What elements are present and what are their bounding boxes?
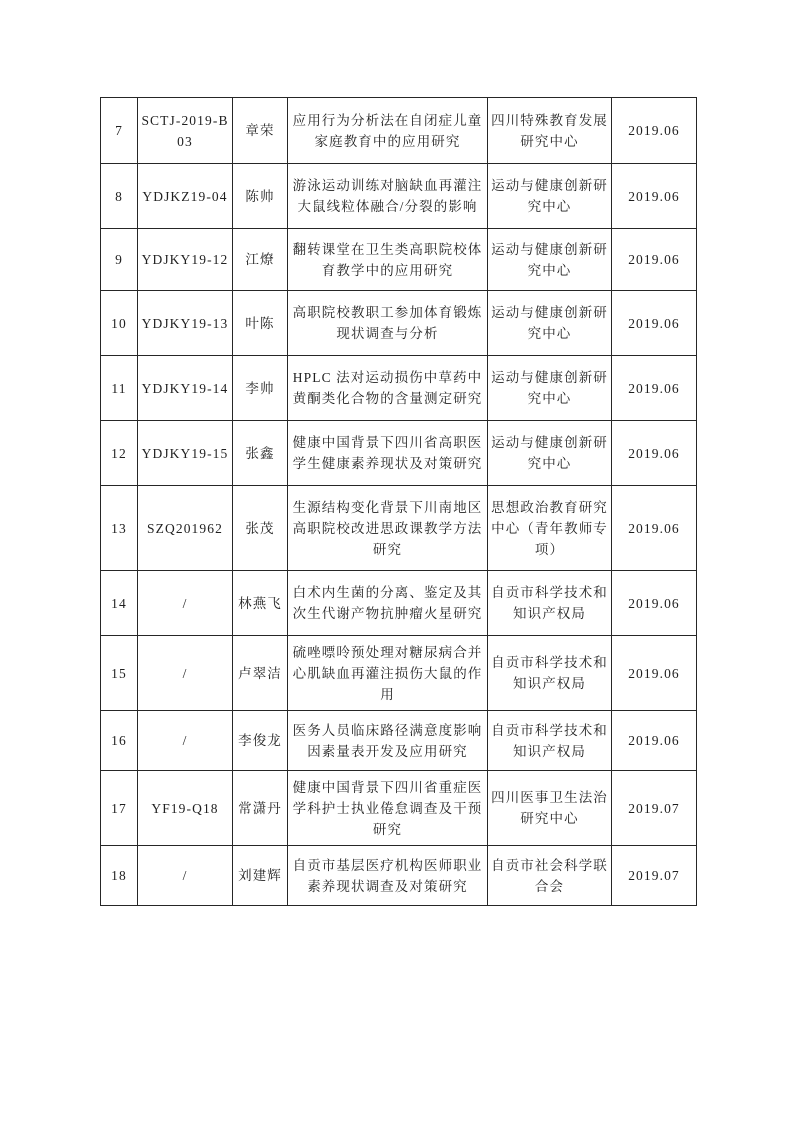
cell-code: SCTJ-2019-B03 [138,98,233,164]
cell-date: 2019.06 [612,486,697,571]
cell-name: 张茂 [233,486,288,571]
cell-institution: 自贡市科学技术和知识产权局 [488,711,612,771]
cell-institution: 思想政治教育研究中心（青年教师专项） [488,486,612,571]
cell-name: 刘建辉 [233,846,288,906]
cell-name: 张鑫 [233,421,288,486]
cell-institution: 运动与健康创新研究中心 [488,356,612,421]
cell-title: HPLC 法对运动损伤中草药中黄酮类化合物的含量测定研究 [288,356,488,421]
table-row [101,846,697,906]
cell-institution: 自贡市科学技术和知识产权局 [488,636,612,711]
table-row [101,771,697,846]
cell-institution: 自贡市社会科学联合会 [488,846,612,906]
cell-code: YF19-Q18 [138,771,233,846]
cell-title: 生源结构变化背景下川南地区高职院校改进思政课教学方法研究 [288,486,488,571]
cell-date: 2019.06 [612,164,697,229]
cell-no: 16 [101,711,138,771]
cell-name: 常潇丹 [233,771,288,846]
cell-title: 白术内生菌的分离、鉴定及其次生代谢产物抗肿瘤火星研究 [288,571,488,636]
cell-no: 18 [101,846,138,906]
cell-title: 应用行为分析法在自闭症儿童家庭教育中的应用研究 [288,98,488,164]
cell-code: YDJKY19-13 [138,291,233,356]
cell-date: 2019.07 [612,771,697,846]
cell-code: / [138,636,233,711]
cell-name: 李俊龙 [233,711,288,771]
cell-no: 13 [101,486,138,571]
cell-title: 硫唑嘌呤预处理对糖尿病合并心肌缺血再灌注损伤大鼠的作用 [288,636,488,711]
cell-institution: 运动与健康创新研究中心 [488,421,612,486]
cell-name: 林燕飞 [233,571,288,636]
cell-title: 健康中国背景下四川省高职医学生健康素养现状及对策研究 [288,421,488,486]
table-row [101,98,697,164]
cell-title: 健康中国背景下四川省重症医学科护士执业倦怠调查及干预研究 [288,771,488,846]
cell-date: 2019.06 [612,636,697,711]
cell-title: 高职院校教职工参加体育锻炼现状调查与分析 [288,291,488,356]
cell-title: 医务人员临床路径满意度影响因素量表开发及应用研究 [288,711,488,771]
table-row [101,636,697,711]
table-row [101,356,697,421]
cell-no: 17 [101,771,138,846]
cell-title: 翻转课堂在卫生类高职院校体育教学中的应用研究 [288,229,488,291]
project-table-body [101,98,697,906]
table-row [101,229,697,291]
cell-code: / [138,846,233,906]
cell-institution: 四川特殊教育发展研究中心 [488,98,612,164]
table-row [101,291,697,356]
table-row [101,421,697,486]
cell-date: 2019.06 [612,571,697,636]
cell-name: 陈帅 [233,164,288,229]
cell-name: 江燎 [233,229,288,291]
cell-name: 叶陈 [233,291,288,356]
cell-institution: 自贡市科学技术和知识产权局 [488,571,612,636]
cell-date: 2019.07 [612,846,697,906]
cell-date: 2019.06 [612,711,697,771]
cell-no: 9 [101,229,138,291]
cell-code: YDJKY19-15 [138,421,233,486]
cell-date: 2019.06 [612,229,697,291]
cell-no: 10 [101,291,138,356]
cell-no: 15 [101,636,138,711]
cell-date: 2019.06 [612,421,697,486]
cell-institution: 运动与健康创新研究中心 [488,229,612,291]
cell-no: 14 [101,571,138,636]
cell-no: 11 [101,356,138,421]
cell-no: 7 [101,98,138,164]
cell-no: 8 [101,164,138,229]
cell-no: 12 [101,421,138,486]
cell-code: YDJKY19-12 [138,229,233,291]
cell-code: YDJKY19-14 [138,356,233,421]
cell-title: 自贡市基层医疗机构医师职业素养现状调查及对策研究 [288,846,488,906]
table-row [101,711,697,771]
table-row [101,486,697,571]
cell-institution: 四川医事卫生法治研究中心 [488,771,612,846]
cell-date: 2019.06 [612,291,697,356]
project-table [100,97,697,906]
cell-date: 2019.06 [612,356,697,421]
cell-code: SZQ201962 [138,486,233,571]
cell-name: 卢翠洁 [233,636,288,711]
cell-code: / [138,571,233,636]
table-row [101,164,697,229]
cell-institution: 运动与健康创新研究中心 [488,291,612,356]
cell-institution: 运动与健康创新研究中心 [488,164,612,229]
cell-code: YDJKZ19-04 [138,164,233,229]
cell-name: 李帅 [233,356,288,421]
table-row [101,571,697,636]
cell-date: 2019.06 [612,98,697,164]
cell-title: 游泳运动训练对脑缺血再灌注大鼠线粒体融合/分裂的影响 [288,164,488,229]
cell-code: / [138,711,233,771]
cell-name: 章荣 [233,98,288,164]
